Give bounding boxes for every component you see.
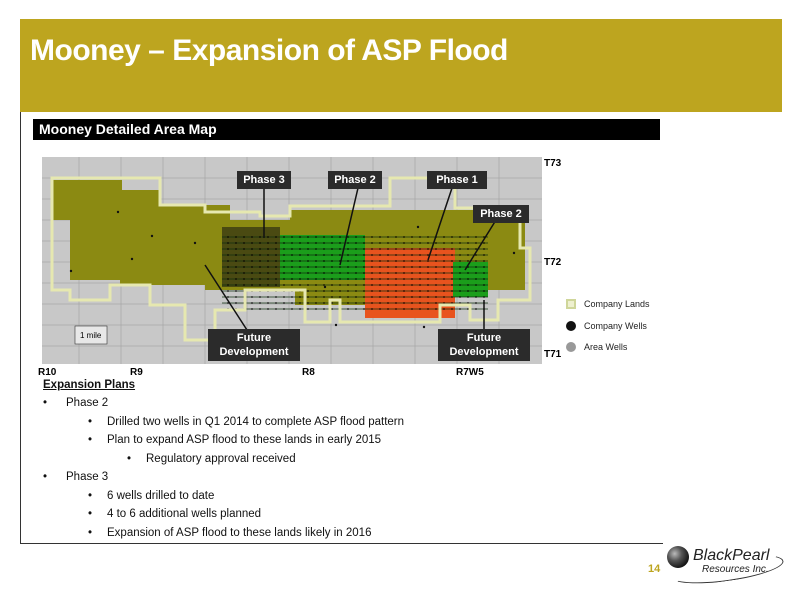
black-dot-icon (566, 321, 576, 331)
list-item-text: Phase 3 (66, 471, 109, 483)
list-item-text: Drilled two wells in Q1 2014 to complete ASP flood pattern (107, 415, 405, 428)
township-label-t71: T71 (544, 349, 562, 360)
well-marker (513, 252, 515, 254)
list-item (43, 431, 653, 450)
bullet-icon: • (127, 452, 132, 465)
pearl-logo-icon (667, 546, 689, 568)
list-item-text: 6 wells drilled to date (107, 489, 215, 502)
well-pattern (222, 232, 488, 314)
list-item (43, 394, 653, 413)
well-marker (70, 270, 72, 272)
list-item-text: Regulatory approval received (146, 452, 296, 465)
well-marker (335, 324, 337, 326)
phase1-callout: Phase 1 (427, 171, 487, 189)
page-number: 14 (648, 563, 661, 575)
bullet-icon: • (88, 508, 93, 520)
range-label-r9: R9 (130, 367, 143, 378)
gray-dot-icon (566, 342, 576, 352)
list-item (43, 505, 653, 524)
range-label-r7w5: R7W5 (456, 367, 484, 378)
legend-label: Company Wells (584, 321, 647, 331)
list-item-text: Phase 2 (66, 397, 109, 409)
bullet-icon: • (88, 434, 93, 446)
township-label-t72: T72 (544, 257, 562, 268)
legend-company-wells (566, 321, 647, 331)
scale-label: 1 mile (80, 331, 102, 340)
phase2-callout-top: Phase 2 (328, 171, 382, 189)
page-title: Mooney – Expansion of ASP Flood (30, 34, 508, 67)
bullet-icon: • (88, 415, 93, 428)
well-marker (417, 226, 419, 228)
list-item (43, 524, 653, 543)
well-marker (324, 286, 326, 288)
future-development-right: Future Development (438, 329, 530, 361)
phase2-callout-right: Phase 2 (473, 205, 529, 223)
bullet-icon: • (88, 526, 93, 539)
range-label-r10: R10 (38, 367, 57, 378)
legend-area-wells (566, 342, 627, 352)
future-development-left: Future Development (208, 329, 300, 361)
range-label-r8: R8 (302, 367, 315, 378)
list-item (43, 450, 653, 469)
well-marker (194, 242, 196, 244)
list-item (43, 468, 653, 487)
expansion-plans (43, 379, 653, 542)
lands-swatch-icon (566, 299, 576, 309)
legend-label: Area Wells (584, 342, 628, 352)
legend-company-lands (566, 299, 650, 309)
list-item-text: 4 to 6 additional wells planned (107, 508, 262, 520)
township-label-t73: T73 (544, 158, 562, 169)
well-marker (423, 326, 425, 328)
bullet-icon: • (88, 489, 93, 502)
well-marker (151, 235, 153, 237)
list-item (43, 487, 653, 506)
logo-name: BlackPearl (693, 547, 770, 564)
bullet-icon: • (43, 397, 48, 409)
list-item-text: Expansion of ASP flood to these lands likely in 2016 (107, 526, 372, 539)
list-item (43, 413, 653, 432)
legend-label: Company Lands (584, 299, 650, 309)
logo-subtitle: Resources Inc. (702, 564, 769, 575)
phase3-callout: Phase 3 (237, 171, 291, 189)
map-heading: Mooney Detailed Area Map (33, 119, 660, 140)
bullet-icon: • (43, 471, 48, 483)
well-marker (117, 211, 119, 213)
plans-heading: Expansion Plans (43, 379, 136, 391)
well-marker (131, 258, 133, 260)
list-item-text: Plan to expand ASP flood to these lands in early 2015 (107, 434, 382, 446)
